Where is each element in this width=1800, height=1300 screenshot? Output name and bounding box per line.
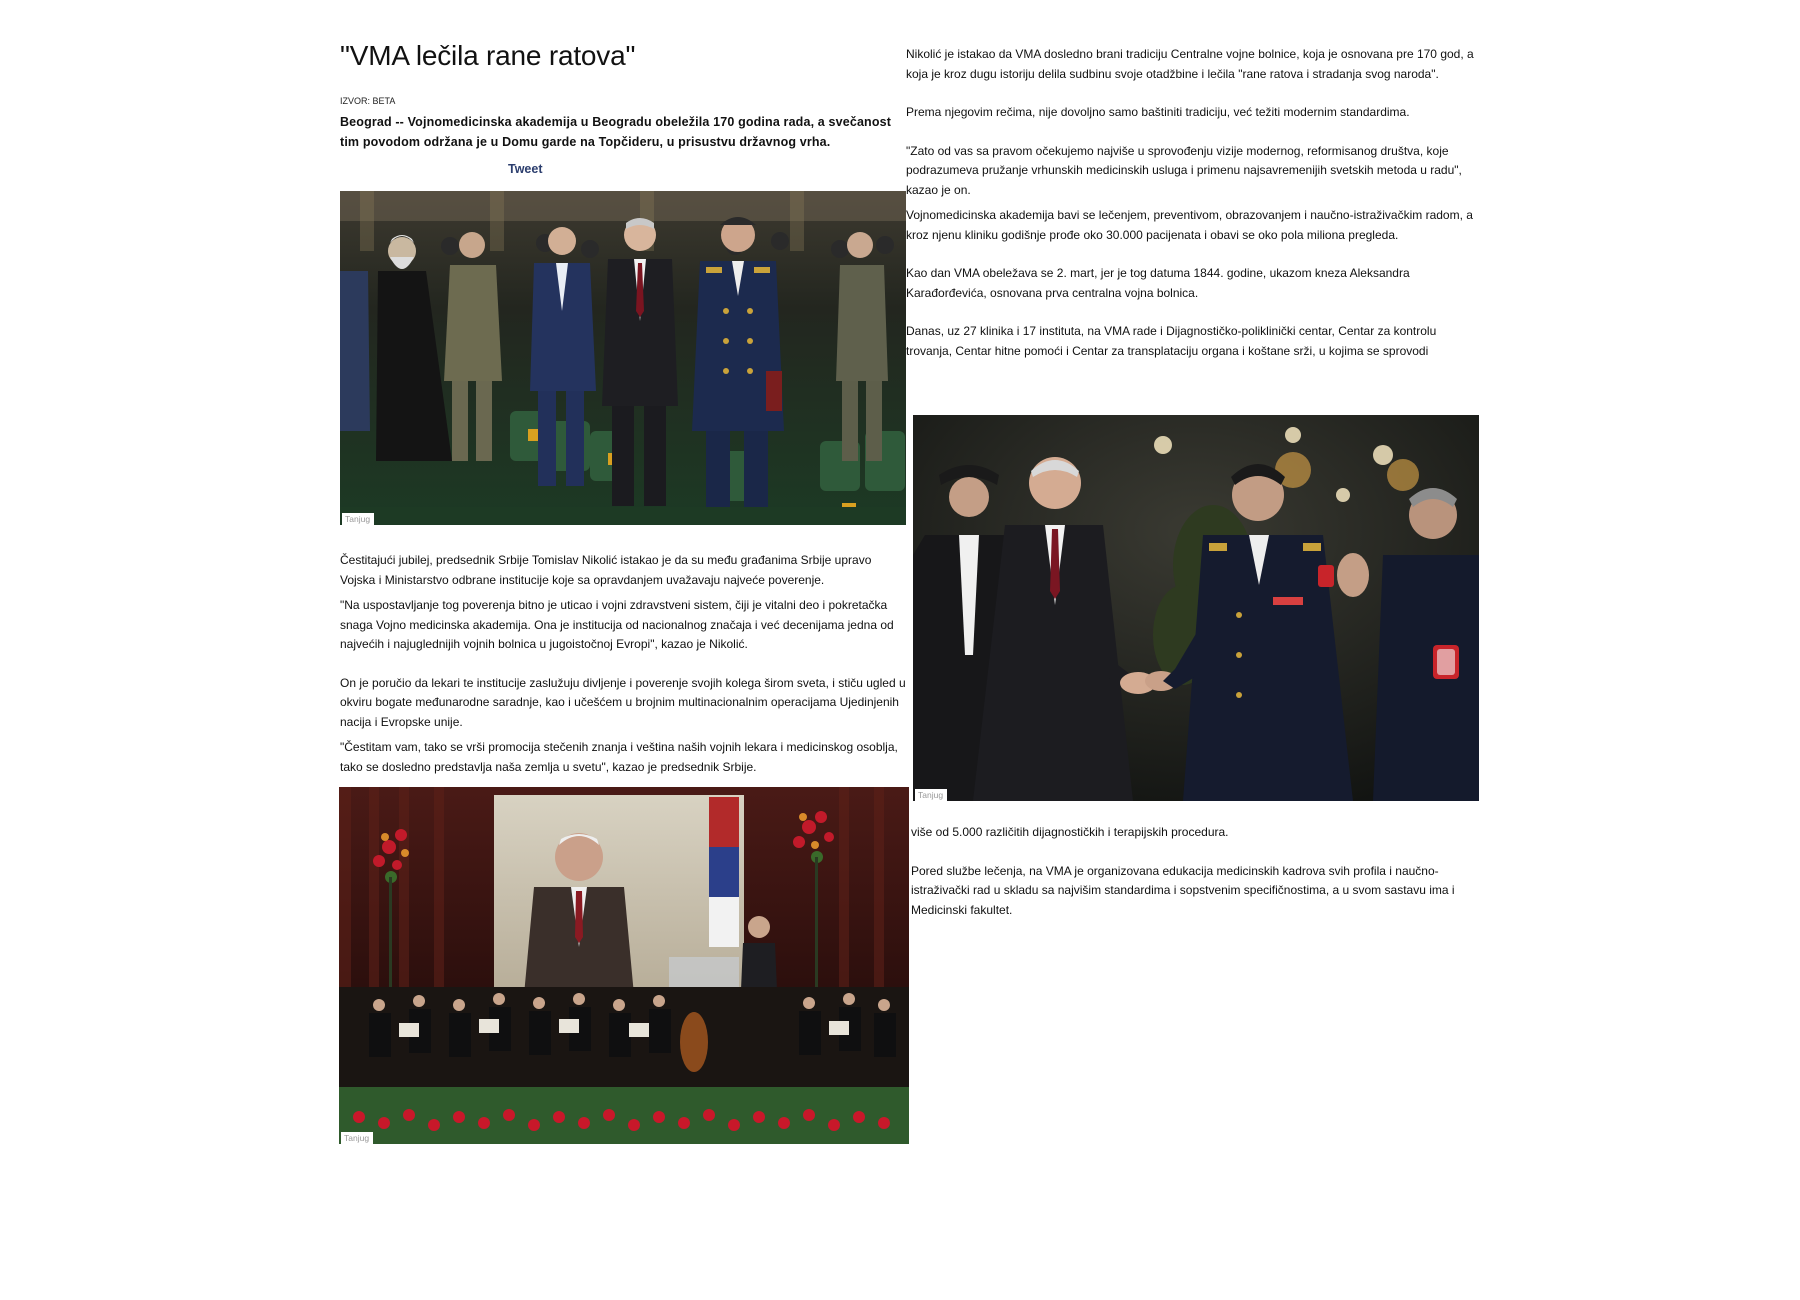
article-source: IZVOR: BETA <box>340 96 396 106</box>
tweet-button[interactable]: Tweet <box>508 162 543 176</box>
article-lead: Beograd -- Vojnomedicinska akademija u Beogradu obeležila 170 godina rada, a svečanost tim povodom održana je u Domu garde na Topčideru, u prisustvu državnog vrha. <box>340 115 892 149</box>
body-paragraph: Vojnomedicinska akademija bavi se lečenjem, preventivom, obrazovanjem i naučno-istraživačkim radom, a kroz njenu kliniku godišnje prođe oko 30.000 pacijenata i obavi se oko pola miliona pregleda. <box>906 208 1473 242</box>
body-paragraph: Pored službe lečenja, na VMA je organizovana edukacija medicinskih kadrova svih profila i naučno-istraživački rad u skladu sa najvišim standardima i sopstvenim specifičnostima, a u svom sastavu ima i Medicinski fakultet. <box>911 863 1455 917</box>
body-paragraph: "Zato od vas sa pravom očekujemo najviše u sprovođenju vizije modernog, reformisanog društva, koje podrazumeva pružanje vrhunskih medicinskih usluga i primenu najsavremenijih svetskih metoda u radu", kazao je on. <box>906 143 1462 197</box>
stage-photo-image <box>339 787 909 1144</box>
body-right-bottom-text <box>911 823 1486 920</box>
body-paragraph: Čestitajući jubilej, predsednik Srbije Tomislav Nikolić istakao je da su među građanima Srbije upravo Vojska i Ministarstvo odbrane institucije koje sa opravdanjem uvažavaju najveće poverenje. <box>340 553 872 587</box>
stage-photo[interactable] <box>339 787 909 1144</box>
body-left-text <box>340 551 910 777</box>
body-paragraph: Prema njegovim rečima, nije dovoljno samo baštiniti tradiciju, već težiti modernim standardima. <box>906 105 1410 119</box>
handshake-photo-image <box>913 415 1479 801</box>
body-paragraph: "Čestitam vam, tako se vrši promocija stečenih znanja i veština naših vojnih lekara i medicinskog osoblja, tako se dosledno predstavlja naša zemlja u svetu", kazao je predsednik Srbije. <box>340 740 898 774</box>
body-paragraph: On je poručio da lekari te institucije zaslužuju divljenje i poverenje svojih kolega širom sveta, i stiču ugled u okviru bogate međunarodne saradnje, kao i učešćem u brojnim multinacionalnim operacijama Ujedinjenih nacija i Evropske unije. <box>340 675 906 729</box>
body-paragraph: Nikolić je istakao da VMA dosledno brani tradiciju Centralne vojne bolnice, koja je osnovana pre 170 god, a koja je kroz dugu istoriju delila sudbinu svoje otadžbine i lečila "rane ratova i stradanja svog naroda". <box>906 47 1474 81</box>
photo-credit: Tanjug <box>342 513 374 525</box>
photo-credit: Tanjug <box>341 1132 373 1144</box>
body-right-top-text <box>906 45 1481 361</box>
handshake-photo[interactable] <box>913 415 1479 801</box>
body-paragraph: Danas, uz 27 klinika i 17 instituta, na VMA rade i Dijagnostičko-poliklinički centar, Centar za kontrolu trovanja, Centar hitne pomoći i Centar za transplataciju organa i koštane srži, u kojima se sprovodi <box>906 324 1437 358</box>
article-title: "VMA lečila rane ratova" <box>340 40 636 71</box>
ceremony-photo-image <box>340 191 906 525</box>
body-paragraph: više od 5.000 različitih dijagnostičkih i terapijskih procedura. <box>911 825 1229 839</box>
photo-credit: Tanjug <box>915 789 947 801</box>
body-paragraph: "Na uspostavljanje tog poverenja bitno je uticao i vojni zdravstveni sistem, čiji je vitalni deo i pokretačka snaga Vojno medicinska akademija. Ona je institucija od nacionalnog značaja i već decenijama jedna od najvećih i najuglednijih vojnih bolnica u jugoistočnoj Evropi", kazao je Nikolić. <box>340 598 894 651</box>
body-paragraph: Kao dan VMA obeležava se 2. mart, jer je tog datuma 1844. godine, ukazom kneza Aleksandra Karađorđevića, osnovana prva centralna vojna bolnica. <box>906 266 1410 300</box>
ceremony-photo[interactable] <box>340 191 906 525</box>
